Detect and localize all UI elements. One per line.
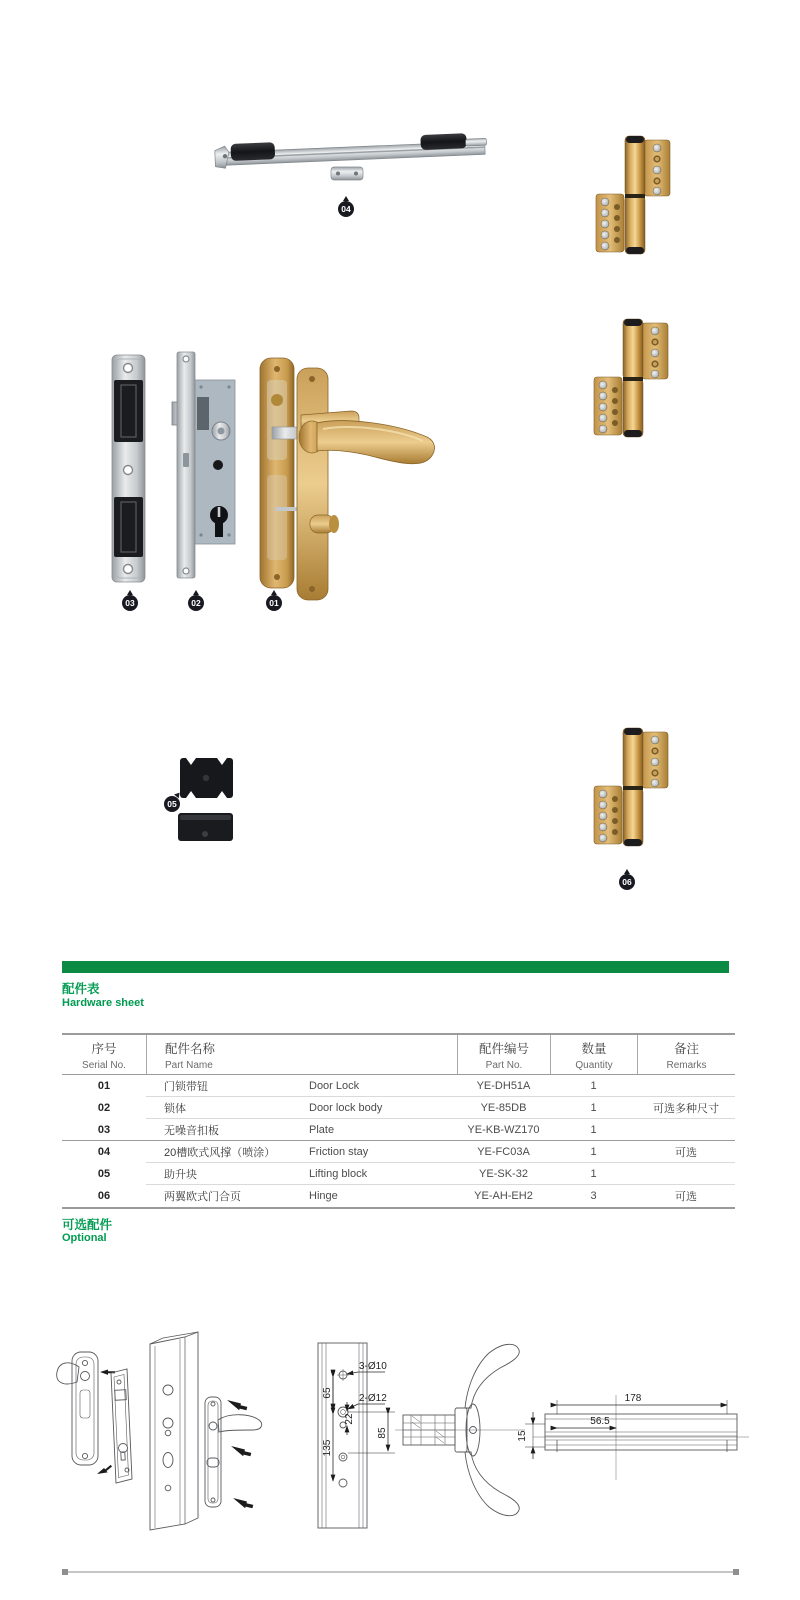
- part-marker-06: [619, 874, 635, 890]
- section-title-en: Hardware sheet: [62, 997, 144, 1009]
- cell-qty: 3: [590, 1190, 597, 1202]
- part-marker-04: [338, 201, 354, 217]
- bottom-rule: [65, 1571, 735, 1573]
- dim-565: 56.5: [590, 1416, 610, 1427]
- table-row: [62, 1075, 735, 1097]
- rail-dimension-texts: [517, 1393, 642, 1442]
- dim-178: 178: [624, 1393, 642, 1404]
- dim-85: 85: [377, 1427, 388, 1439]
- dim-22: 22: [344, 1413, 355, 1425]
- cell-remarks: 可选多种尺寸: [653, 1102, 719, 1115]
- optional-title-zh: 可选配件: [62, 1218, 113, 1232]
- header-serial: [62, 1035, 146, 1074]
- lifting-block-image: [155, 735, 245, 850]
- cell-serial: 02: [97, 1102, 111, 1114]
- part-marker-03: [122, 595, 138, 611]
- cell-serial: 03: [97, 1123, 111, 1136]
- hinge-image-3: [590, 722, 672, 852]
- header-serial-zh: 序号: [91, 1041, 117, 1056]
- drawing-handle-right: [205, 1397, 262, 1507]
- lock-set-image: [105, 345, 450, 615]
- cell-serial: 01: [97, 1080, 111, 1092]
- part-marker-05: [164, 796, 180, 812]
- strike-plate-image: [112, 355, 145, 582]
- part-marker-01-text: 01: [269, 598, 279, 608]
- friction-stay-keeper: [331, 167, 363, 180]
- header-name-en: Part Name: [165, 1059, 213, 1071]
- part-marker-03-text: 03: [125, 598, 135, 608]
- part-marker-01: [266, 595, 282, 611]
- part-marker-06-text: 06: [622, 877, 632, 887]
- hardware-table: [62, 1033, 735, 1209]
- dim-65: 65: [322, 1387, 333, 1399]
- dimension-texts: [322, 1361, 388, 1456]
- technical-drawings: [55, 1290, 750, 1580]
- friction-stay-left-grip: [231, 142, 276, 161]
- assembly-arrow-right-2: [231, 1446, 251, 1456]
- section-accent-bar: [62, 961, 729, 973]
- cell-qty: 1: [590, 1123, 597, 1136]
- header-qty: [550, 1035, 637, 1074]
- cell-name-zh: 无噪音扣板: [164, 1124, 219, 1137]
- drawing-handle-left: [57, 1352, 98, 1465]
- cell-name-zh: 锁体: [164, 1102, 186, 1115]
- table-row: [62, 1097, 735, 1119]
- header-qty-en: Quantity: [575, 1059, 613, 1071]
- cell-qty: 1: [590, 1079, 597, 1092]
- cell-partno: YE-KB-WZ170: [467, 1123, 540, 1136]
- cell-partno: YE-FC03A: [477, 1145, 530, 1158]
- header-name-zh: 配件名称: [165, 1041, 216, 1056]
- part-marker-04-text: 04: [341, 204, 351, 214]
- dim-2d12: 2-Ø12: [359, 1393, 387, 1404]
- cell-name-en: Friction stay: [309, 1145, 369, 1158]
- part-marker-02: [188, 595, 204, 611]
- cell-remarks: 可选: [675, 1146, 697, 1159]
- header-remarks-zh: 备注: [673, 1041, 699, 1056]
- door-handle-image: [260, 358, 434, 600]
- hinge-image-2: [590, 313, 672, 443]
- header-partno: [457, 1035, 550, 1074]
- optional-title-en: Optional: [62, 1232, 107, 1244]
- profile-dimension-drawing: [318, 1343, 395, 1528]
- thumb-turn-knob: [310, 515, 339, 533]
- handle-section-drawing: [395, 1344, 525, 1515]
- cell-name-en: Lifting block: [309, 1167, 368, 1180]
- cell-remarks: 可选: [675, 1191, 697, 1203]
- bottom-rule-endcap-right: [733, 1569, 739, 1575]
- rail-dimension-drawing: [517, 1393, 749, 1480]
- header-serial-en: Serial No.: [82, 1059, 126, 1071]
- bottom-rule-endcap-left: [62, 1569, 68, 1575]
- table-row: [62, 1119, 735, 1141]
- dimension-lines: [333, 1372, 395, 1481]
- cell-partno: YE-85DB: [480, 1101, 527, 1114]
- cell-partno: YE-DH51A: [476, 1079, 531, 1092]
- lifting-block-bottom: [178, 813, 233, 841]
- cell-serial: 06: [97, 1190, 111, 1202]
- part-marker-02-text: 02: [191, 598, 201, 608]
- cell-qty: 1: [590, 1101, 597, 1114]
- cell-name-en: Plate: [309, 1123, 335, 1136]
- table-row: [62, 1163, 735, 1185]
- cell-partno: YE-SK-32: [479, 1167, 528, 1180]
- header-remarks: [637, 1035, 735, 1074]
- friction-stay-arm: [214, 132, 487, 168]
- cell-name-zh: 助升块: [164, 1168, 197, 1181]
- cell-serial: 04: [97, 1146, 111, 1158]
- cell-name-en: Door Lock: [309, 1079, 360, 1092]
- exploded-assembly-drawing: [57, 1332, 262, 1530]
- friction-stay-right-grip: [420, 133, 467, 150]
- cell-name-zh: 20槽欧式风撑（喷涂）: [164, 1146, 276, 1159]
- dim-15: 15: [517, 1430, 528, 1442]
- cell-name-en: Hinge: [309, 1190, 338, 1202]
- lock-body-image: [172, 352, 235, 578]
- table-row: [62, 1185, 735, 1207]
- lifting-block-top: [180, 758, 233, 798]
- cell-qty: 1: [590, 1145, 597, 1158]
- drawing-lock-body: [111, 1369, 132, 1483]
- part-marker-05-text: 05: [167, 799, 177, 809]
- header-remarks-en: Remarks: [666, 1059, 707, 1071]
- cell-name-zh: 门锁带钮: [164, 1080, 208, 1093]
- assembly-arrow-right-3: [233, 1498, 253, 1508]
- section-title-zh: 配件表: [62, 982, 100, 996]
- assembly-arrow-right-1: [227, 1400, 247, 1410]
- cell-qty: 1: [590, 1167, 597, 1180]
- header-qty-zh: 数量: [581, 1041, 607, 1056]
- friction-stay-pin: [466, 138, 487, 146]
- table-row: [62, 1141, 735, 1163]
- dim-3d10: 3-Ø10: [359, 1361, 387, 1372]
- dim-135: 135: [322, 1439, 333, 1457]
- cell-name-zh: 两翼欧式门合页: [164, 1191, 241, 1203]
- header-name: [146, 1035, 457, 1074]
- table-header-row: [62, 1035, 735, 1075]
- assembly-arrow-left-2: [97, 1465, 112, 1474]
- cell-partno: YE-AH-EH2: [474, 1190, 533, 1202]
- cell-serial: 05: [97, 1168, 111, 1180]
- header-partno-zh: 配件编号: [478, 1041, 529, 1056]
- hinge-image-1: [592, 130, 674, 260]
- header-partno-en: Part No.: [485, 1059, 523, 1071]
- drawing-profile-extrusion: [150, 1332, 198, 1530]
- cell-name-en: Door lock body: [309, 1101, 383, 1114]
